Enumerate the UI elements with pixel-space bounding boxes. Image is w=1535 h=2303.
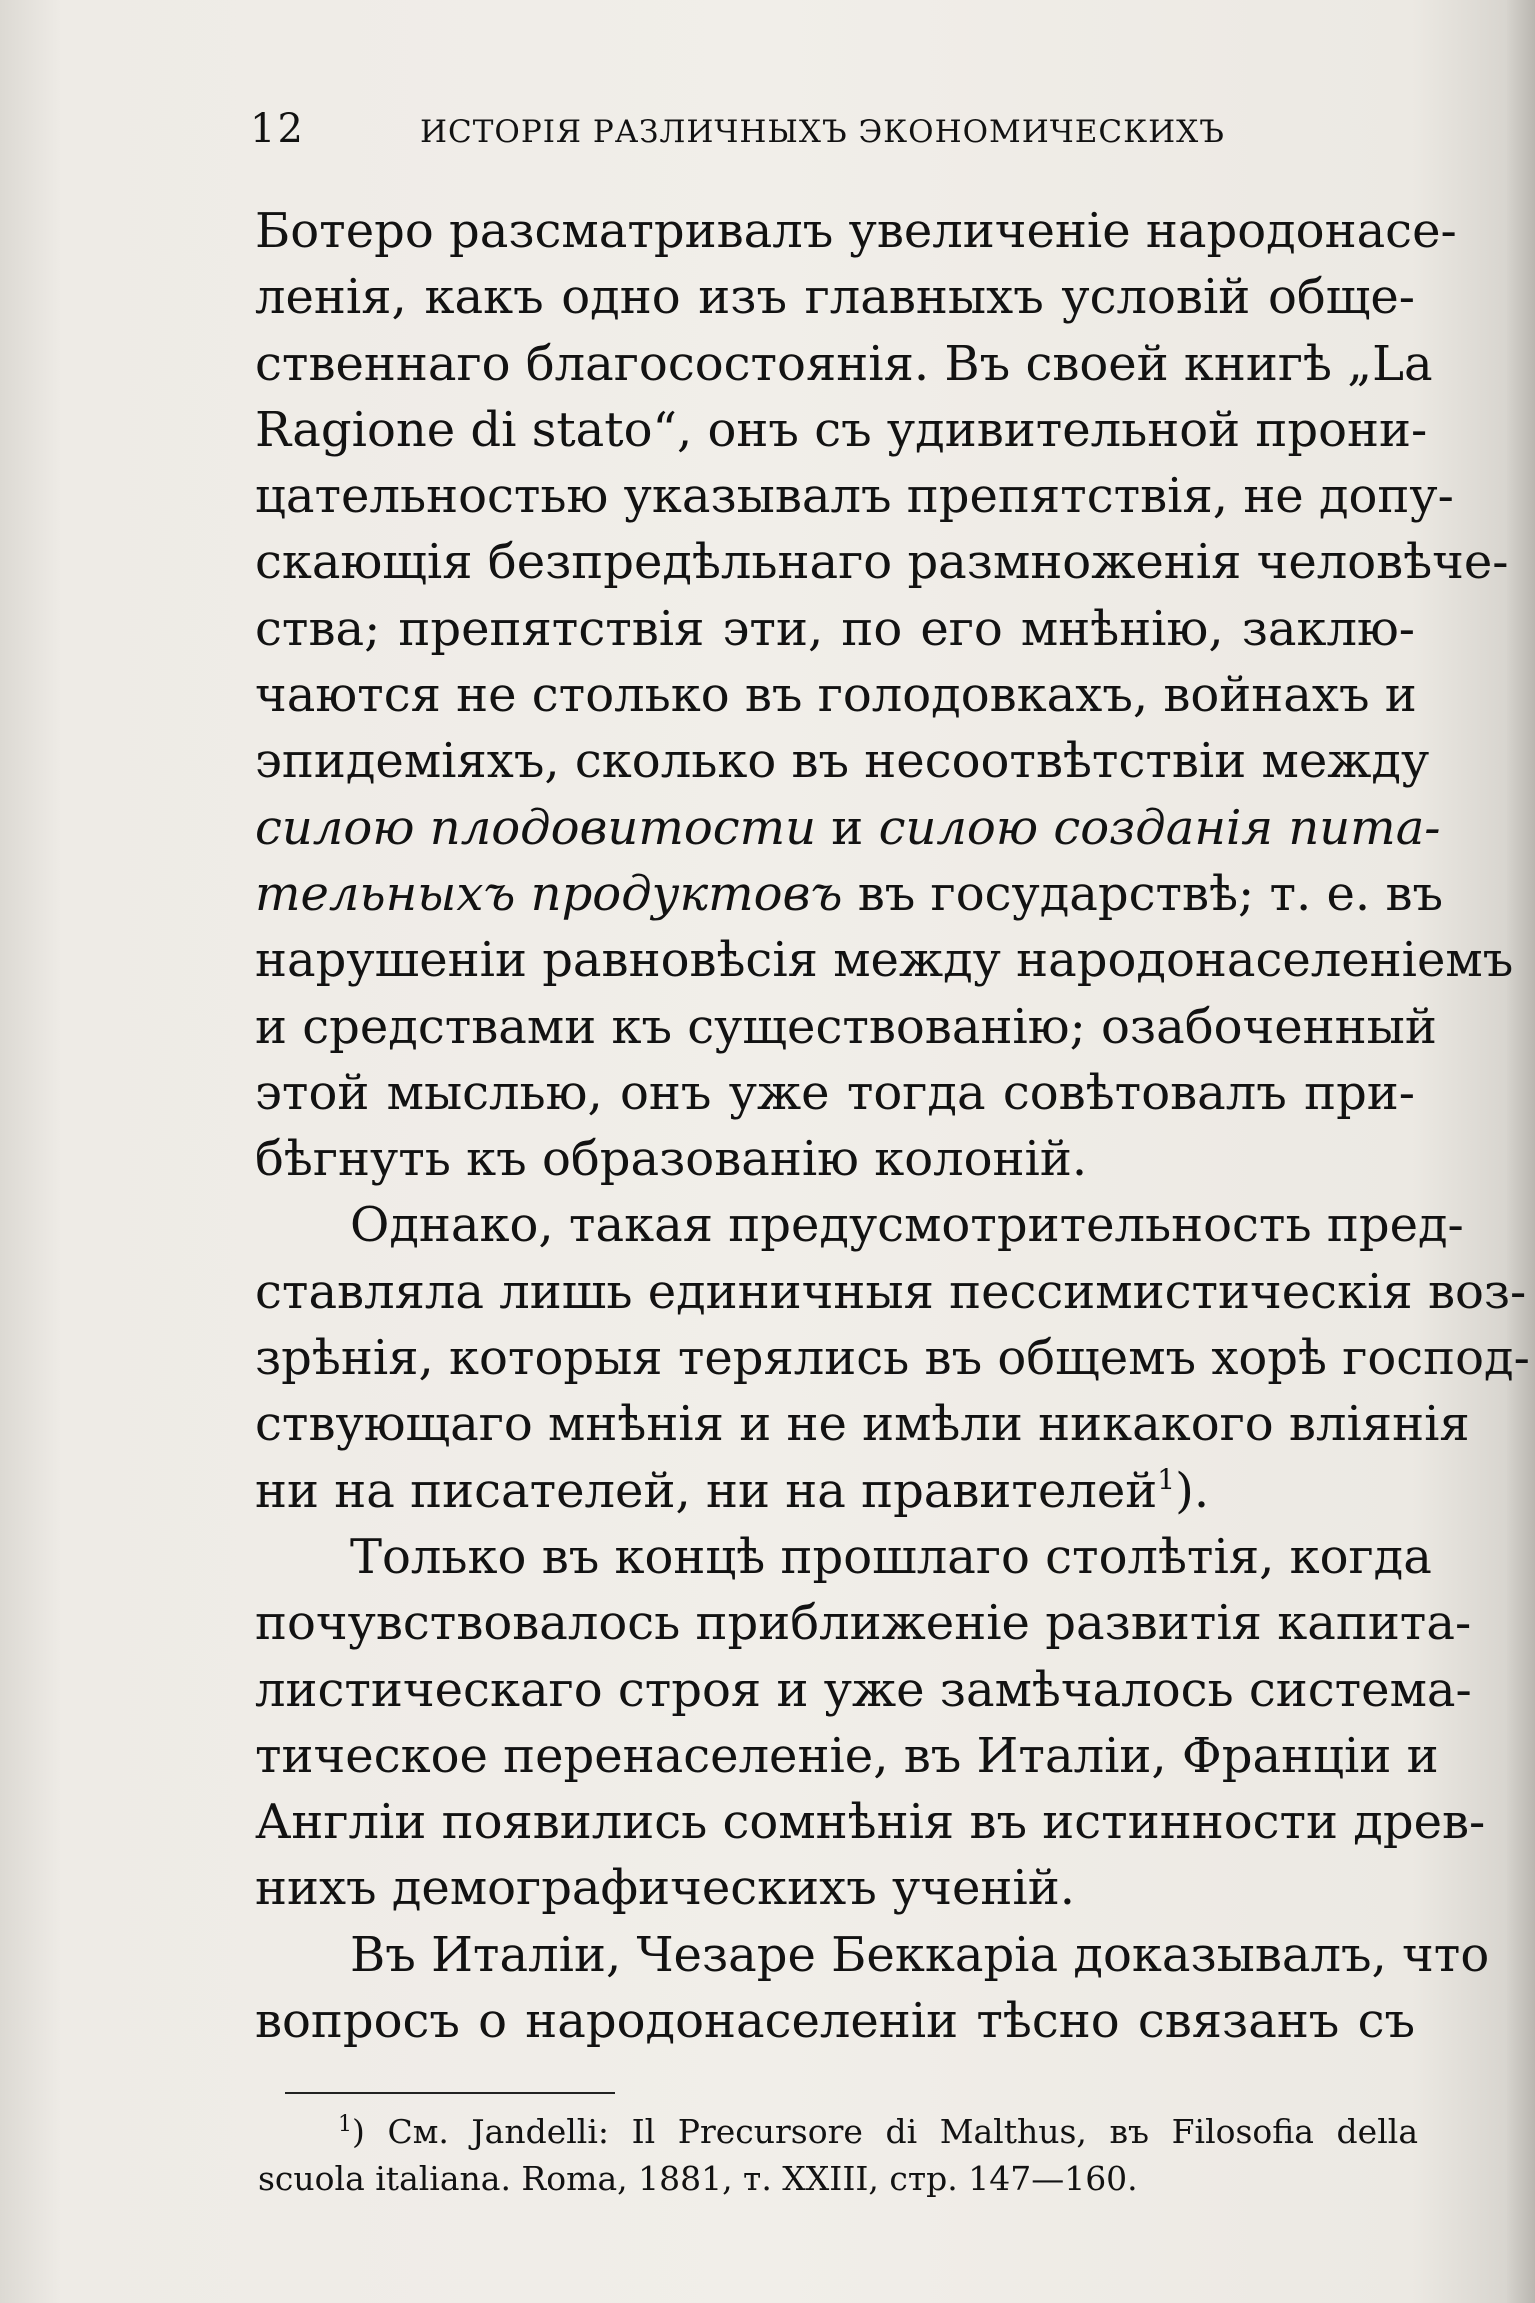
text-line bbox=[255, 662, 1415, 728]
footnote-text: scuola italiana. Roma, 1881, т. XXIII, стр. 147—160. bbox=[258, 2159, 1138, 2198]
footnote-line bbox=[258, 2108, 1418, 2155]
text-span: бѣгнуть къ образованію колоній. bbox=[255, 1131, 1088, 1188]
footnote-rule bbox=[285, 2092, 615, 2094]
text-span: Въ Италіи, Чезаре Беккаріа доказывалъ, что bbox=[350, 1926, 1490, 1983]
text-line bbox=[255, 463, 1454, 529]
page-number: 12 bbox=[250, 106, 305, 152]
italic-phrase: силою плодовитости bbox=[255, 799, 817, 856]
text-span: тическое перенаселеніе, въ Италіи, Франціи и bbox=[255, 1727, 1439, 1784]
text-line bbox=[255, 1325, 1530, 1391]
text-span: почувствовалось приближеніе развитія капита- bbox=[255, 1595, 1472, 1652]
text-line bbox=[255, 1988, 1415, 2054]
text-line bbox=[255, 1855, 1415, 1921]
italic-phrase: тельныхъ продуктовъ bbox=[255, 865, 843, 922]
text-span: ставляла лишь единичныя пессимистическія воз- bbox=[255, 1263, 1527, 1320]
text-span: ни на писателей, ни на правителей bbox=[255, 1462, 1158, 1519]
text-span: Только въ концѣ прошлаго столѣтія, когда bbox=[350, 1528, 1432, 1585]
text-line bbox=[255, 264, 1415, 330]
footnote-line bbox=[258, 2155, 1418, 2202]
text-span: и средствами къ существованію; озабоченный bbox=[255, 998, 1437, 1055]
text-span: въ государствѣ; т. е. въ bbox=[842, 865, 1444, 922]
text-span: эпидеміяхъ, сколько въ несоотвѣтствіи между bbox=[255, 733, 1430, 790]
footnote bbox=[258, 2108, 1418, 2202]
text-line bbox=[255, 1126, 1415, 1192]
text-span: цательностью указывалъ препятствія, не допу- bbox=[255, 468, 1454, 525]
text-span: Англіи появились сомнѣнія въ истинности древ- bbox=[255, 1794, 1486, 1851]
text-line bbox=[255, 1458, 1415, 1524]
text-span: этой мыслью, онъ уже тогда совѣтовалъ при- bbox=[255, 1064, 1415, 1121]
footnote-marker: 1 bbox=[338, 2112, 352, 2137]
footnote-text: ) См. Jandelli: Il Precursore di Malthus, въ Filosofia della bbox=[352, 2112, 1418, 2151]
text-span: скающія безпредѣльнаго размноженія человѣче- bbox=[255, 534, 1509, 591]
text-line bbox=[255, 596, 1415, 662]
page-header bbox=[250, 106, 1260, 166]
text-line bbox=[255, 1259, 1527, 1325]
footnote-reference: 1 bbox=[1157, 1462, 1176, 1496]
text-line bbox=[255, 1524, 1432, 1590]
text-span: и bbox=[816, 799, 879, 856]
text-span: Ботеро разсматривалъ увеличеніе народонасе- bbox=[255, 203, 1457, 259]
text-line bbox=[255, 1657, 1472, 1723]
text-span: нарушеніи равновѣсія между народонаселеніемъ bbox=[255, 932, 1514, 989]
body-text bbox=[255, 198, 1530, 2054]
text-line bbox=[255, 728, 1430, 794]
text-line bbox=[255, 994, 1437, 1060]
text-line bbox=[255, 1192, 1464, 1258]
text-line bbox=[255, 1789, 1486, 1855]
text-span: ства; препятствія эти, по его мнѣнію, заклю- bbox=[255, 600, 1415, 657]
text-line bbox=[255, 1723, 1439, 1789]
text-line bbox=[255, 1391, 1470, 1457]
text-line bbox=[255, 331, 1433, 397]
text-line bbox=[255, 1590, 1472, 1656]
text-line bbox=[255, 397, 1428, 463]
text-line bbox=[255, 1060, 1415, 1126]
text-span: Ragione di stato“, онъ съ удивительной прони- bbox=[255, 401, 1428, 458]
text-line bbox=[255, 795, 1441, 861]
text-line bbox=[255, 1922, 1490, 1988]
text-line bbox=[255, 529, 1509, 595]
text-span: зрѣнія, которыя терялись въ общемъ хорѣ господ- bbox=[255, 1330, 1530, 1387]
text-line bbox=[255, 198, 1457, 264]
text-span: ). bbox=[1175, 1462, 1210, 1519]
text-span: ствующаго мнѣнія и не имѣли никакого вліянія bbox=[255, 1396, 1470, 1453]
page-edge bbox=[1507, 0, 1535, 2303]
text-span: ственнаго благосостоянія. Въ своей книгѣ „La bbox=[255, 335, 1433, 392]
text-line bbox=[255, 861, 1444, 927]
text-span: листическаго строя и уже замѣчалось система- bbox=[255, 1661, 1472, 1718]
text-span: Однако, такая предусмотрительность пред- bbox=[350, 1197, 1464, 1254]
text-span: чаются не столько въ голодовкахъ, войнахъ и bbox=[255, 667, 1417, 724]
text-line bbox=[255, 927, 1514, 993]
italic-phrase: силою созданія пита- bbox=[878, 799, 1441, 856]
running-head: ИСТОРІЯ РАЗЛИЧНЫХЪ ЭКОНОМИЧЕСКИХЪ bbox=[420, 114, 1225, 150]
text-span: ленія, какъ одно изъ главныхъ условій обще- bbox=[255, 269, 1415, 326]
text-span: нихъ демографическихъ ученій. bbox=[255, 1860, 1075, 1917]
text-span: вопросъ о народонаселеніи тѣсно связанъ съ bbox=[255, 1993, 1415, 2050]
